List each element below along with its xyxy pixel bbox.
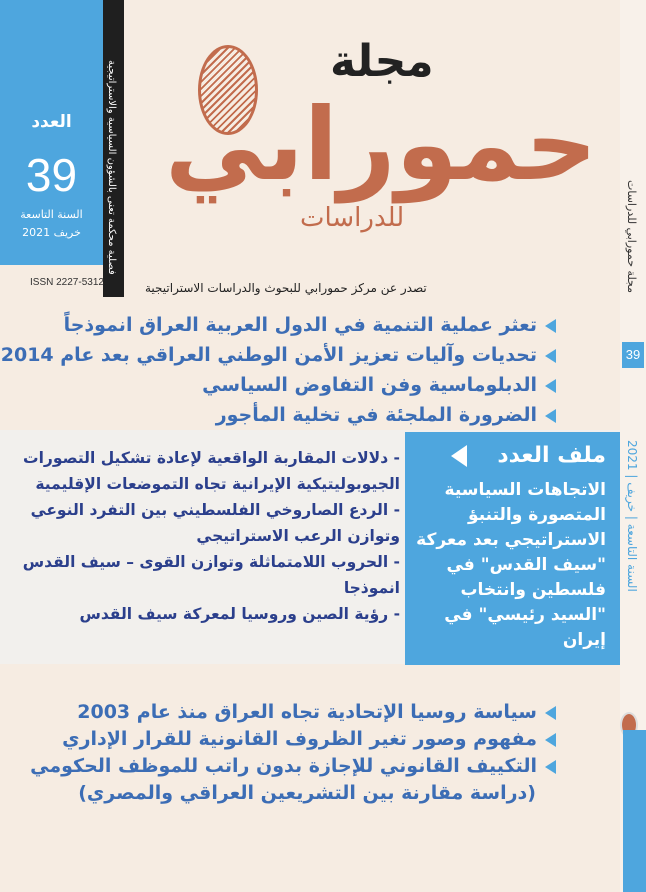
article-3: الدبلوماسية وفن التفاوض السياسي — [202, 373, 556, 397]
article-5: سياسة روسيا الإتحادية تجاه العراق منذ عام 2003 — [77, 700, 556, 724]
arrow-icon — [545, 706, 556, 720]
dossier-item: - الردع الصاروخي الفلسطيني بين التفرد النوعي وتوازن الرعب الاستراتيجي — [30, 501, 400, 545]
article-7-subtitle: (دراسة مقارنة بين التشريعين العراقي والمصري) — [78, 782, 536, 804]
issue-year-label: السنة التاسعة — [20, 208, 83, 221]
logo-prefix: مجلة — [330, 36, 434, 87]
dossier-item: - دلالات المقاربة الواقعية لإعادة تشكيل التصورات الجيوبوليتيكية الإيرانية تجاه التموضعات الإقليمية — [23, 449, 400, 493]
issue-label: العدد — [31, 112, 72, 132]
spine-bar — [623, 730, 646, 892]
arrow-icon — [545, 379, 556, 393]
publisher: تصدر عن مركز حمورابي للبحوث والدراسات الاستراتيجية — [145, 281, 427, 295]
article-1: تعثر عملية التنمية في الدول العربية العراق انموذجاً — [64, 313, 556, 337]
spine — [620, 0, 646, 892]
dossier-main: الاتجاهات السياسية المتصورة والتنبؤ الاستراتيجي بعد معركة "سيف القدس" في فلسطين وانتخاب "السيد رئيسي" في إيران — [416, 480, 606, 650]
dossier-box — [405, 432, 620, 665]
dossier-title: ملف العدد — [497, 443, 606, 468]
logo-name: حمورابي — [165, 86, 598, 203]
dossier-item: - رؤية الصين وروسيا لمعركة سيف القدس — [79, 605, 400, 623]
issue-number: 39 — [25, 149, 78, 201]
dossier-item: - الحروب اللامتماثلة وتوازن القوى – سيف القدس انموذجا — [22, 553, 400, 597]
arrow-icon — [545, 319, 556, 333]
article-6: مفهوم وصور تغير الظروف القانونية للقرار الإداري — [62, 727, 556, 751]
logo-suffix: للدراسات — [300, 203, 405, 233]
issue-season: خريف 2021 — [22, 226, 81, 239]
article-2: تحديات وآليات تعزيز الأمن الوطني العراقي بعد عام 2014 — [1, 343, 556, 367]
tagline-strip — [103, 0, 124, 297]
dossier-list — [15, 445, 400, 627]
tagline: فصلية محكمة تعنى بالشؤون السياسية والاستراتيجية — [106, 60, 117, 275]
spine-number: 39 — [622, 342, 644, 368]
arrow-icon — [545, 733, 556, 747]
spine-date: السنة التاسعة | خريف | 2021 — [625, 440, 639, 592]
arrow-icon — [451, 445, 467, 467]
article-7: التكييف القانوني للإجازة بدون راتب للموظف الحكومي — [30, 754, 556, 778]
arrow-icon — [545, 349, 556, 363]
arrow-icon — [545, 409, 556, 423]
issue-panel — [0, 0, 103, 265]
arrow-icon — [545, 760, 556, 774]
issn: ISSN 2227-5312 — [30, 277, 104, 288]
article-4: الضرورة الملجئة في تخلية المأجور — [216, 403, 556, 427]
spine-title: مجلة حمورابي للدراسات — [625, 180, 638, 294]
